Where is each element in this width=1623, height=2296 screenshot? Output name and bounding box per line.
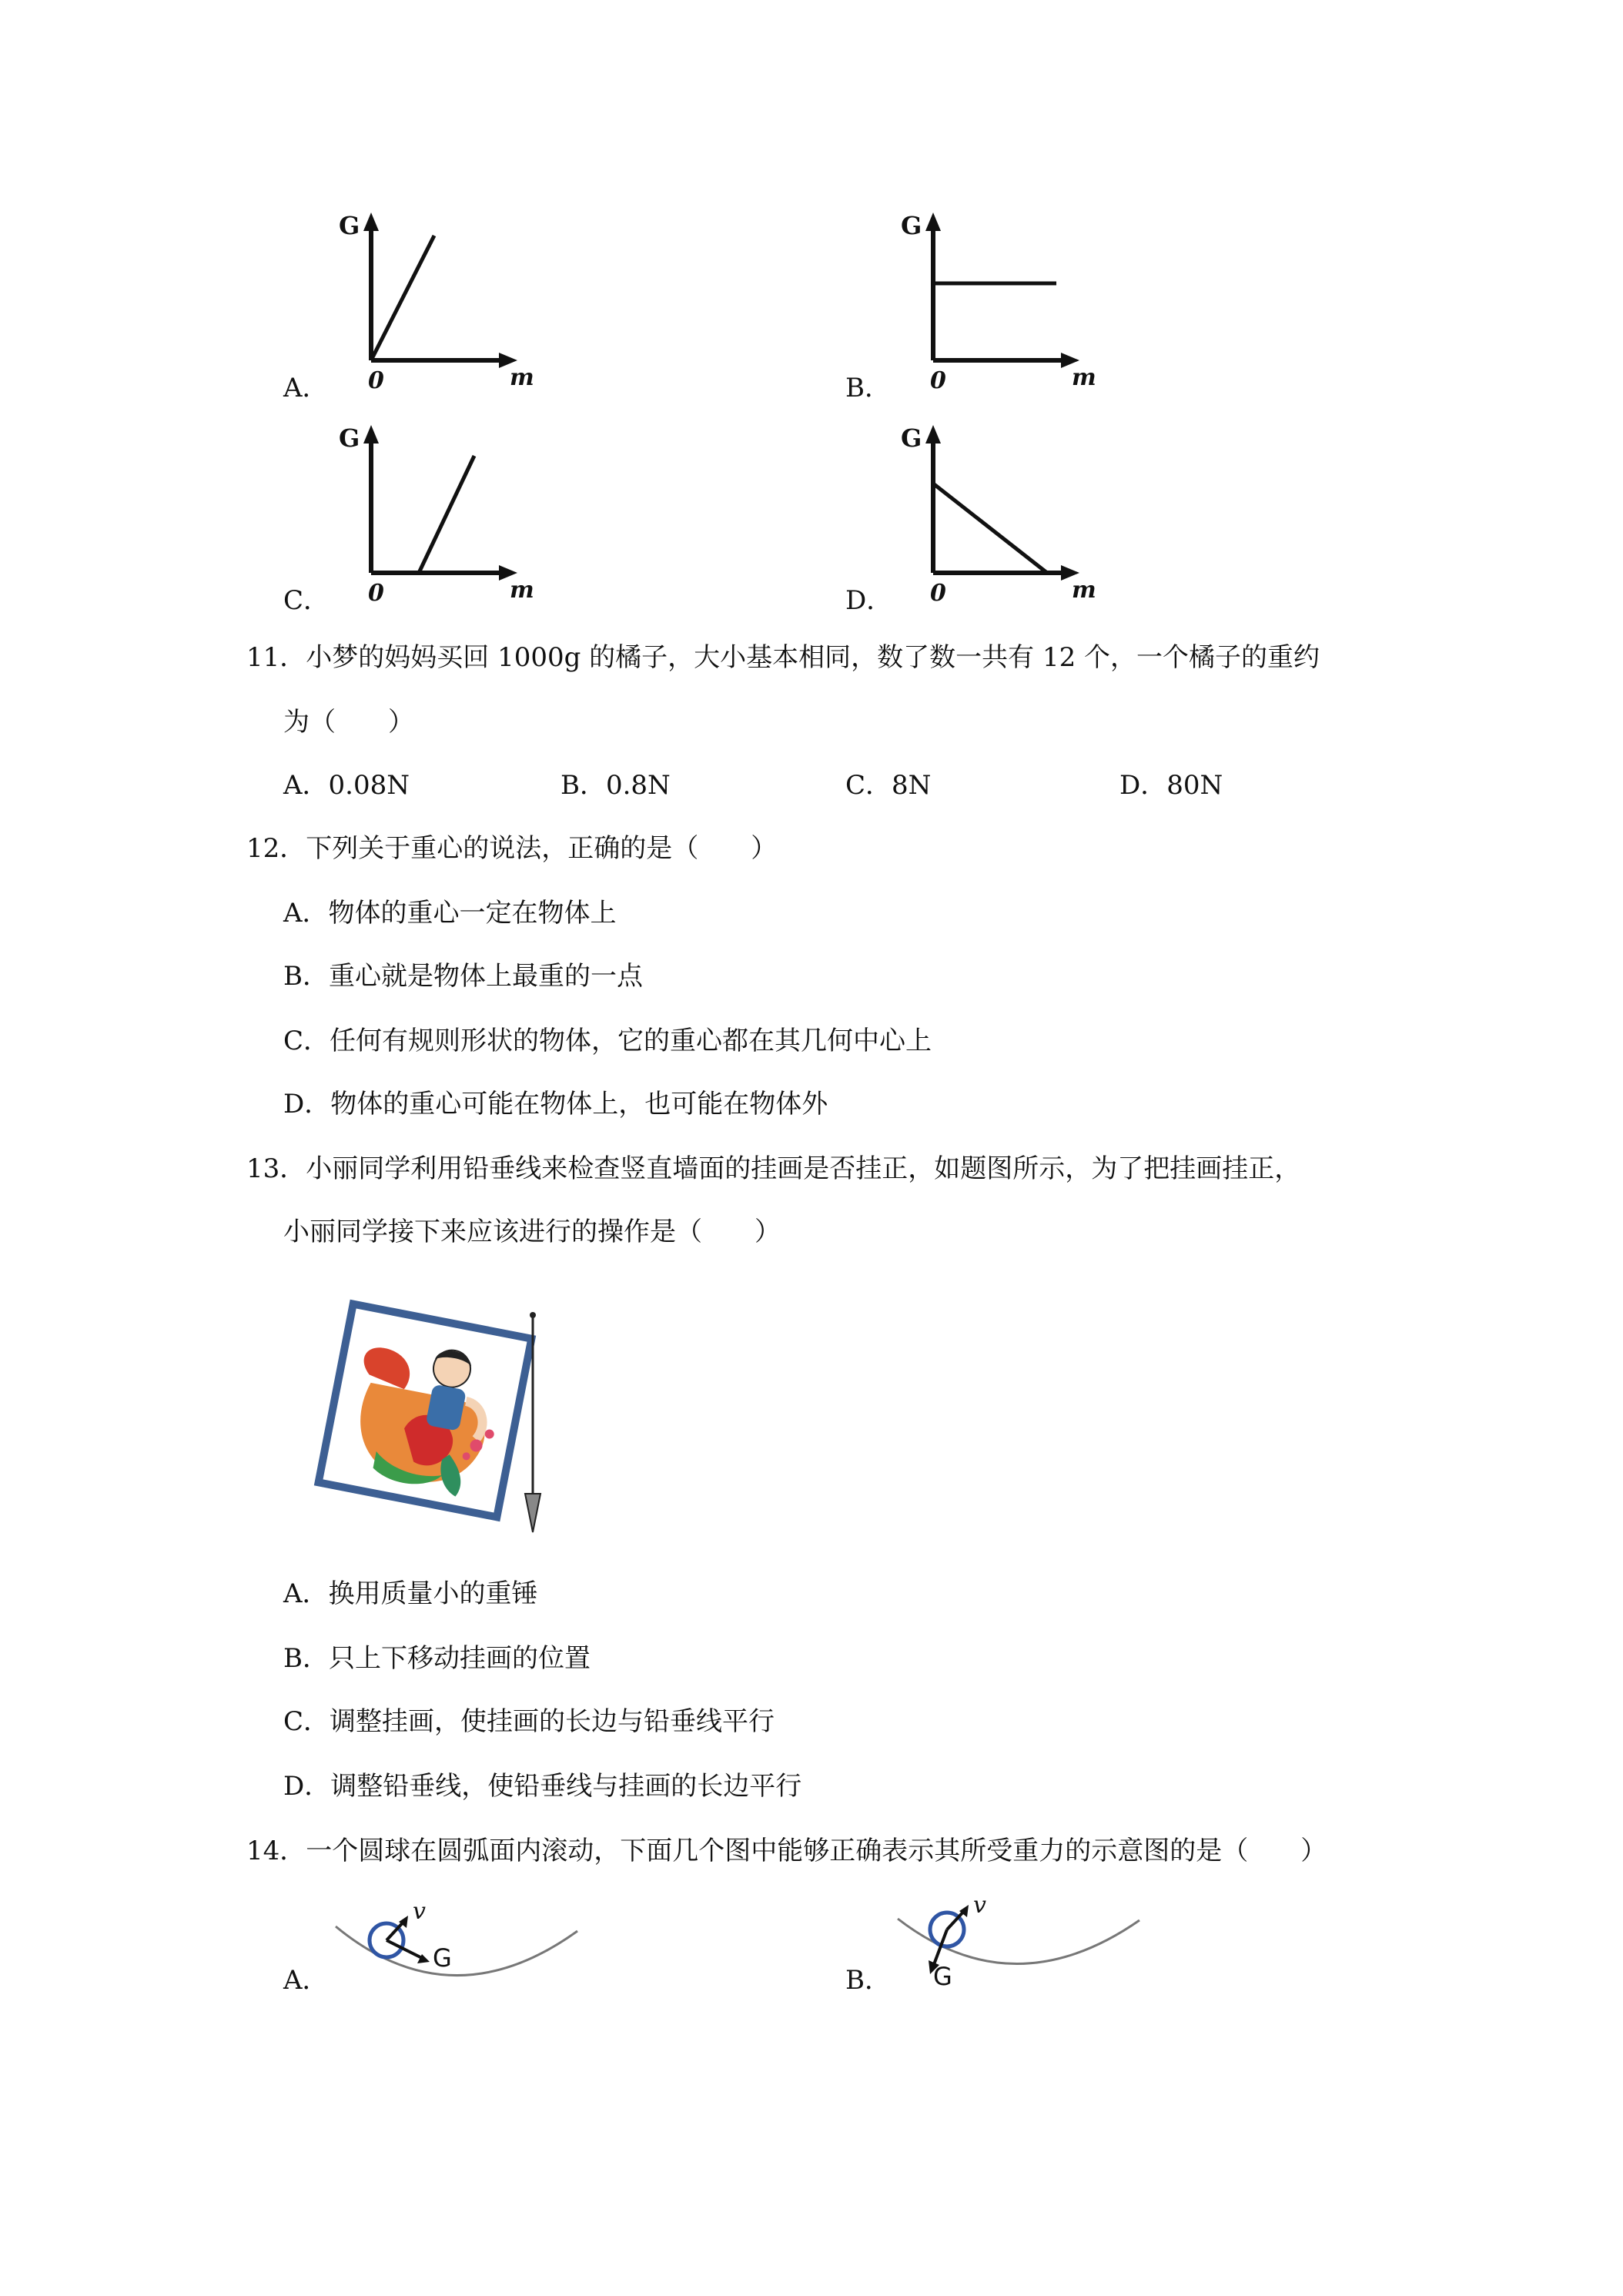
q11-option-a: A．0.08N: [283, 770, 410, 801]
q12-option-b: B．重心就是物体上最重的一点: [283, 961, 643, 992]
graph-d-y-label: G: [901, 423, 922, 453]
graph-b-y-label: G: [901, 211, 922, 240]
graph-a-line: [371, 236, 434, 360]
q14-option-b-label: B．: [845, 1965, 891, 1996]
graph-a-x-label: m: [510, 364, 534, 391]
graph-d-x-label: m: [1072, 577, 1096, 604]
graph-b-origin: 0: [930, 367, 946, 394]
q12-option-c: C．任何有规则形状的物体，它的重心都在其几何中心上: [283, 1026, 932, 1056]
q10-option-b-label: B．: [845, 373, 891, 403]
q13-option-d: D．调整铅垂线，使铅垂线与挂画的长边平行: [283, 1771, 802, 1802]
q12-option-d: D．物体的重心可能在物体上，也可能在物体外: [283, 1089, 828, 1120]
q14-stem: 14．一个圆球在圆弧面内滚动，下面几个图中能够正确表示其所受重力的示意图的是（ ）: [246, 1836, 1327, 1866]
graph-d-line: [933, 484, 1047, 573]
q14-figure-a: [323, 1893, 585, 2008]
q13-stem-line1: 13．小丽同学利用铅垂线来检查竖直墙面的挂画是否挂正，如题图所示，为了把挂画挂正，: [246, 1153, 1301, 1184]
graph-a-y-label: G: [339, 211, 360, 240]
graph-b-x-label: m: [1072, 364, 1096, 391]
gravity-label-b: G: [933, 1962, 952, 1991]
q14-figure-b: [885, 1893, 1147, 2008]
q11-option-d: D．80N: [1119, 770, 1223, 801]
q10-graph-a: [323, 206, 554, 394]
q13-stem-line2: 小丽同学接下来应该进行的操作是（ ）: [283, 1217, 781, 1247]
q10-option-d-label: D．: [845, 585, 893, 616]
q10-graph-b: [885, 206, 1116, 394]
q11-option-b: B．0.8N: [561, 770, 671, 801]
graph-c-y-label: G: [339, 423, 360, 453]
q10-option-a-label: A．: [283, 373, 329, 403]
q10-graph-d: [885, 419, 1116, 607]
q14-option-a-label: A．: [283, 1965, 329, 1996]
graph-c-origin: 0: [368, 580, 384, 607]
q13-option-c: C．调整挂画，使挂画的长边与铅垂线平行: [283, 1706, 775, 1737]
q13-hanging-picture-figure: [293, 1278, 570, 1555]
velocity-label-b: v: [973, 1892, 986, 1919]
q10-option-c-label: C．: [283, 585, 330, 616]
q10-graph-c: [323, 419, 554, 607]
q13-option-b: B．只上下移动挂画的位置: [283, 1643, 591, 1674]
velocity-label-a: v: [413, 1898, 426, 1925]
q11-option-c: C．8N: [845, 770, 932, 801]
q12-option-a: A．物体的重心一定在物体上: [283, 898, 617, 929]
q11-stem-line1: 11．小梦的妈妈买回 1000g 的橘子，大小基本相同，数了数一共有 12 个，一个橘子的重约: [246, 642, 1320, 673]
graph-c-line: [419, 456, 474, 573]
gravity-label-a: G: [433, 1943, 452, 1973]
graph-a-origin: 0: [368, 367, 384, 394]
q11-stem-line2: 为（ ）: [283, 707, 414, 738]
graph-d-origin: 0: [930, 580, 946, 607]
graph-c-x-label: m: [510, 577, 534, 604]
plumb-bob: [525, 1494, 540, 1532]
q13-option-a: A．换用质量小的重锤: [283, 1578, 538, 1609]
q12-stem: 12．下列关于重心的说法，正确的是（ ）: [246, 833, 778, 864]
